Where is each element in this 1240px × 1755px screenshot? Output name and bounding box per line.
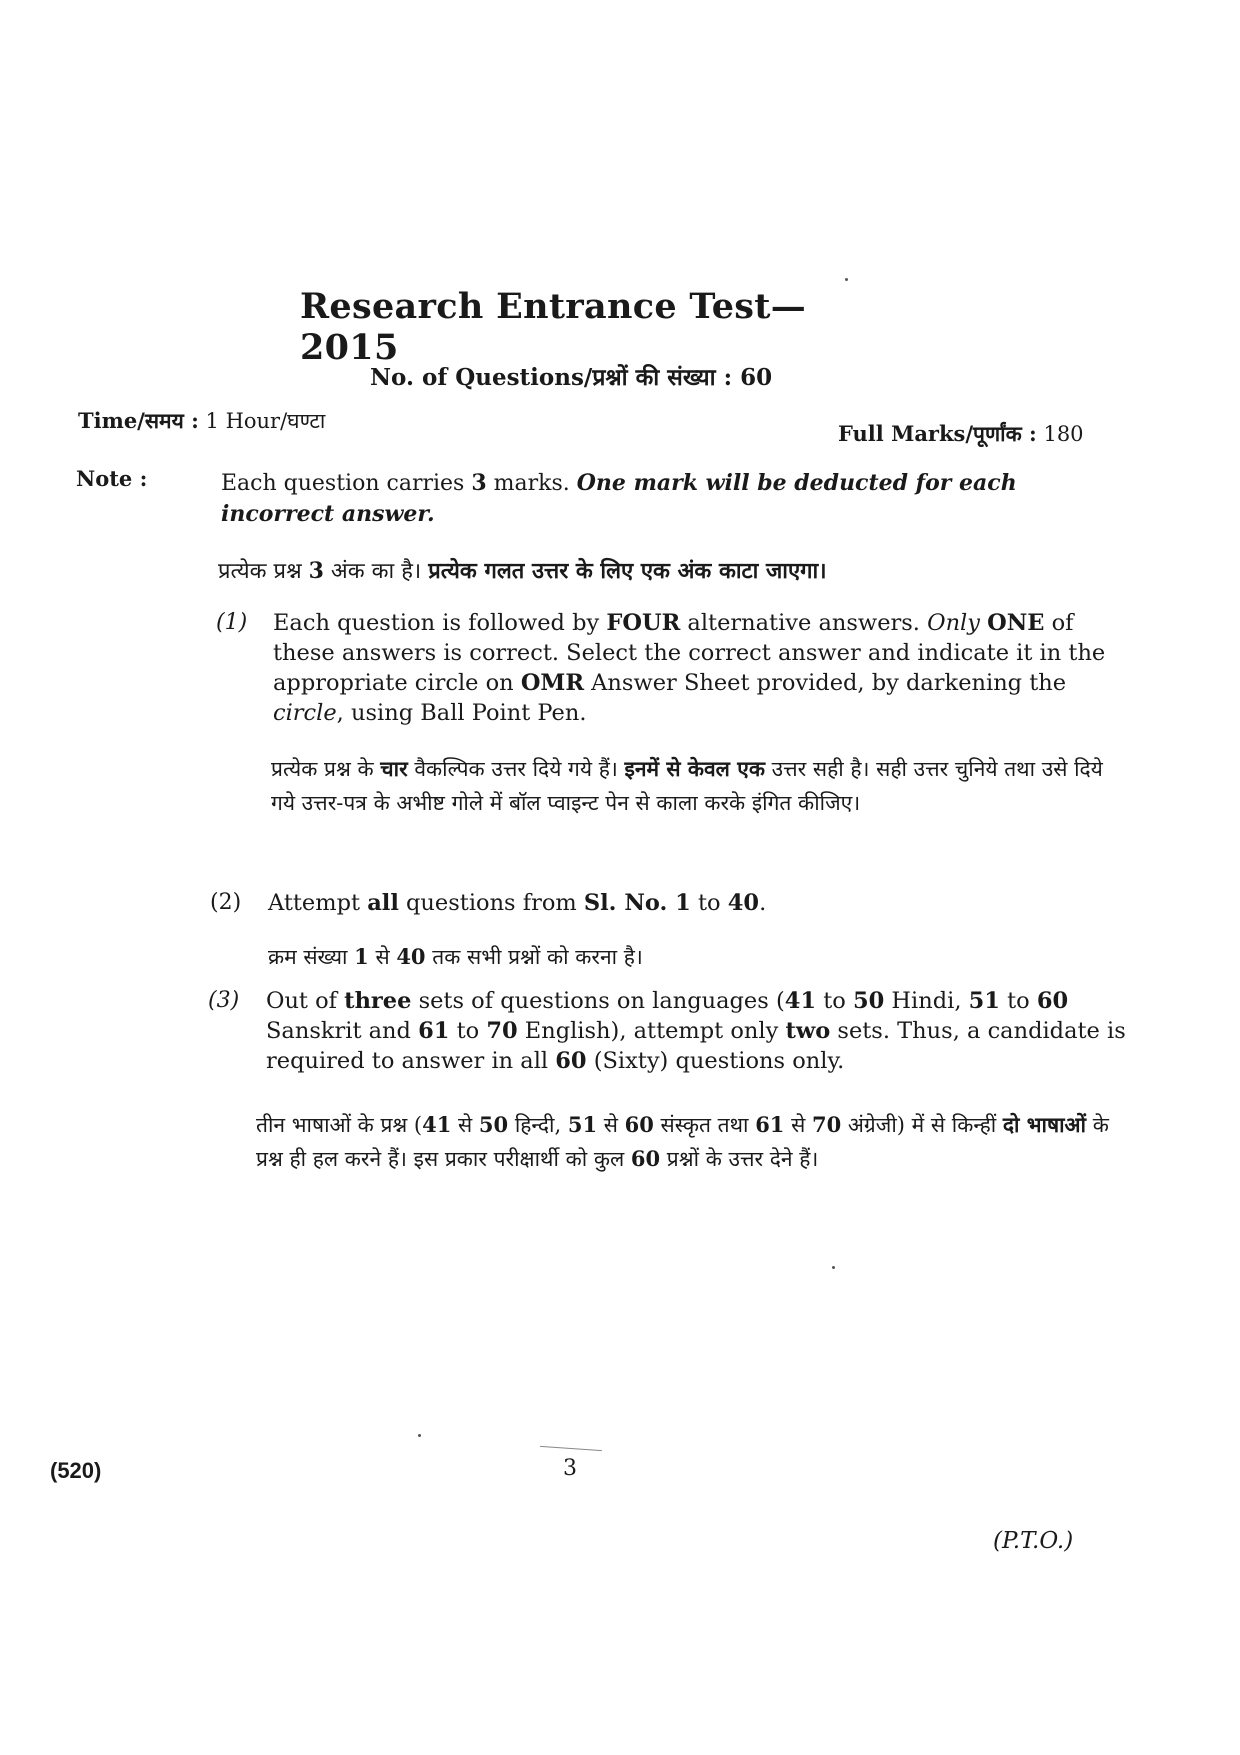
text-bold: 60 bbox=[1036, 988, 1069, 1014]
text-bold: 50 bbox=[478, 1112, 509, 1137]
text-bold: 61 bbox=[755, 1112, 785, 1137]
text: Each question is followed by bbox=[273, 610, 607, 636]
note-english-mid: marks. bbox=[486, 471, 577, 496]
item-1-english bbox=[273, 608, 1133, 728]
text: क्रम संख्या bbox=[268, 945, 355, 969]
text-bold: three bbox=[344, 988, 412, 1014]
text-italic: Only bbox=[927, 610, 980, 636]
text-bold: इनमें से केवल एक bbox=[624, 756, 765, 781]
text-bold: 70 bbox=[811, 1112, 842, 1137]
note-hindi bbox=[218, 556, 1128, 587]
text-bold: two bbox=[785, 1018, 831, 1044]
item-2-english bbox=[268, 888, 1128, 918]
text: वैकल्पिक उत्तर दिये गये हैं। bbox=[407, 757, 625, 781]
text-bold: all bbox=[367, 890, 399, 916]
text: sets. Thus, a candidate is required to answer in all bbox=[266, 1018, 1126, 1074]
text-bold: 41 bbox=[784, 988, 817, 1014]
text-bold: ONE bbox=[987, 610, 1045, 636]
text: हिन्दी, bbox=[508, 1113, 568, 1137]
marks-label: Full Marks/पूर्णांक : bbox=[838, 421, 1037, 446]
text: प्रत्येक प्रश्न के bbox=[271, 757, 381, 781]
text-bold: 41 bbox=[422, 1112, 452, 1137]
text: के प्रश्न ही हल करने हैं। इस प्रकार परीक्षार्थी को कुल bbox=[256, 1113, 1109, 1171]
note-english-emphasis: One mark will be deducted for each incorrect answer. bbox=[221, 470, 1017, 527]
time-info bbox=[78, 407, 325, 435]
text: से bbox=[597, 1113, 625, 1137]
text: Sanskrit and bbox=[266, 1018, 419, 1044]
text-bold: 40 bbox=[396, 944, 426, 969]
scan-speck bbox=[418, 1434, 421, 1437]
text: से bbox=[368, 945, 397, 969]
text: , using Ball Point Pen. bbox=[336, 700, 587, 726]
text: Answer Sheet provided, by darkening the bbox=[584, 670, 1067, 696]
text-bold: चार bbox=[380, 756, 408, 781]
note-label: Note : bbox=[76, 466, 148, 491]
text-italic: circle bbox=[273, 700, 337, 726]
text: English), attempt only bbox=[517, 1018, 786, 1044]
text: to bbox=[690, 890, 728, 916]
time-value: 1 Hour/घण्टा bbox=[198, 409, 326, 433]
please-turn-over: (P.T.O.) bbox=[993, 1528, 1074, 1554]
text-bold: 70 bbox=[486, 1018, 518, 1044]
text: से bbox=[451, 1113, 479, 1137]
text: संस्कृत तथा bbox=[653, 1113, 756, 1137]
text: alternative answers. bbox=[680, 610, 928, 636]
text-bold: 60 bbox=[555, 1048, 587, 1074]
text-bold: 50 bbox=[852, 988, 885, 1014]
note-english bbox=[221, 468, 1131, 530]
note-hindi-marks: 3 bbox=[308, 558, 324, 584]
text: उत्तर सही है। सही उत्तर चुनिये तथा उसे दिये गये उत्तर-पत्र के अभीष्ट गोले में बॉल प्वाइन्ट पेन से काला करके इंगित कीजिए। bbox=[271, 757, 1103, 815]
text-bold: 60 bbox=[624, 1112, 654, 1137]
text: sets of questions on languages ( bbox=[411, 988, 785, 1014]
text: तीन भाषाओं के प्रश्न ( bbox=[256, 1113, 423, 1137]
marks-value: 180 bbox=[1036, 422, 1084, 446]
text-bold: OMR bbox=[520, 670, 585, 696]
item-3-number: (3) bbox=[208, 988, 240, 1013]
text: questions from bbox=[398, 890, 584, 916]
text-bold: 61 bbox=[418, 1018, 450, 1044]
exam-title: Research Entrance Test—2015 bbox=[300, 286, 807, 368]
text: . bbox=[759, 890, 767, 916]
text-bold: 51 bbox=[968, 988, 1000, 1014]
text: Out of bbox=[266, 988, 345, 1014]
note-hindi-emphasis: प्रत्येक गलत उत्तर के लिए एक अंक काटा जाएगा। bbox=[428, 558, 827, 584]
item-1-hindi bbox=[271, 752, 1131, 820]
text-bold: 60 bbox=[630, 1146, 661, 1171]
text: तक सभी प्रश्नों को करना है। bbox=[425, 945, 643, 969]
text: अंग्रेजी) में से किन्हीं bbox=[841, 1113, 1003, 1137]
item-1-number: (1) bbox=[216, 610, 248, 635]
text: Attempt bbox=[268, 890, 368, 916]
item-3-english bbox=[266, 986, 1126, 1076]
note-hindi-text: प्रत्येक प्रश्न bbox=[218, 559, 309, 584]
full-marks-info bbox=[838, 420, 1084, 448]
text: (Sixty) questions only. bbox=[586, 1048, 845, 1074]
text: to bbox=[999, 988, 1037, 1014]
paper-code: (520) bbox=[50, 1458, 102, 1483]
text: to bbox=[449, 1018, 487, 1044]
number-of-questions: No. of Questions/प्रश्नों की संख्या : 60 bbox=[370, 364, 773, 391]
note-english-marks: 3 bbox=[471, 470, 487, 496]
note-hindi-mid: अंक का है। bbox=[323, 559, 429, 584]
text: से bbox=[784, 1113, 812, 1137]
text-bold: 40 bbox=[727, 890, 760, 916]
text-bold: 51 bbox=[567, 1112, 598, 1137]
page-number: 3 bbox=[563, 1456, 577, 1481]
text: Hindi, bbox=[884, 988, 969, 1014]
note-english-text: Each question carries bbox=[221, 471, 472, 496]
scan-speck bbox=[845, 278, 848, 281]
item-2-number: (2) bbox=[210, 890, 242, 915]
text-bold: Sl. No. 1 bbox=[583, 890, 691, 916]
item-3-hindi bbox=[256, 1108, 1116, 1176]
text-bold: 1 bbox=[354, 944, 369, 969]
time-label: Time/समय : bbox=[78, 408, 199, 433]
item-2-hindi bbox=[268, 940, 1128, 974]
text: to bbox=[816, 988, 853, 1014]
text-bold: दो भाषाओं bbox=[1002, 1112, 1087, 1137]
text: प्रश्नों के उत्तर देने हैं। bbox=[660, 1147, 819, 1171]
text-bold: FOUR bbox=[606, 610, 681, 636]
text: of these answers is correct. Select the correct answer and indicate it in the appropriate circle on bbox=[273, 610, 1106, 696]
page-number-stroke bbox=[540, 1446, 602, 1451]
scan-speck bbox=[832, 1266, 835, 1269]
